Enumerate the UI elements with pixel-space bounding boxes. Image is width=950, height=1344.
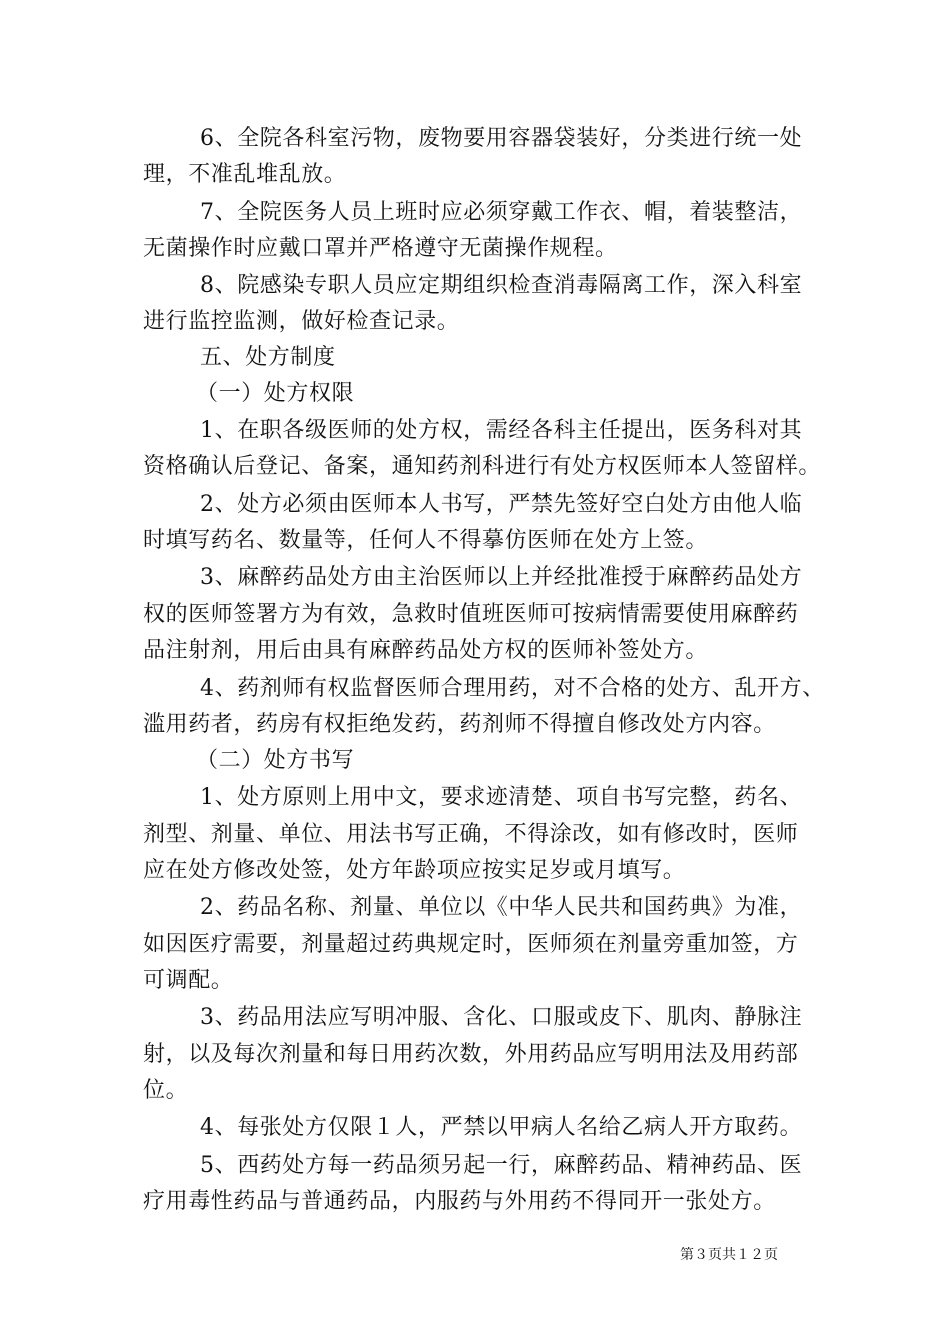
paragraph-line: 时填写药名、数量等，任何人不得摹仿医师在处方上签。 — [143, 528, 709, 553]
paragraph-line: 2、处方必须由医师本人书写，严禁先签好空白处方由他人临 — [200, 492, 803, 517]
paragraph-line: 3、麻醉药品处方由主治医师以上并经批准授于麻醉药品处方 — [200, 565, 803, 590]
paragraph-line: 位。 — [143, 1078, 189, 1103]
paragraph-line: 滥用药者，药房有权拒绝发药，药剂师不得擅自修改处方内容。 — [143, 712, 776, 737]
paragraph-line: 5、西药处方每一药品须另起一行，麻醉药品、精神药品、医 — [200, 1153, 803, 1178]
page-number: 第３页共１２页 — [680, 1247, 778, 1263]
paragraph-line: 1、处方原则上用中文，要求迹清楚、项自书写完整，药名、 — [200, 785, 803, 810]
paragraph-line: 应在处方修改处签，处方年龄项应按实足岁或月填写。 — [143, 858, 686, 883]
subsection-heading: （二）处方书写 — [196, 748, 355, 773]
paragraph-line: 8、院感染专职人员应定期组织检查消毒隔离工作，深入科室 — [200, 273, 803, 298]
paragraph-line: 3、药品用法应写明冲服、含化、口服或皮下、肌肉、静脉注 — [200, 1005, 803, 1030]
paragraph-line: 1、在职各级医师的处方权，需经各科主任提出，医务科对其 — [200, 418, 803, 443]
paragraph-line: 无菌操作时应戴口罩并严格遵守无菌操作规程。 — [143, 236, 618, 261]
paragraph-line: 权的医师签署方为有效，急救时值班医师可按病情需要使用麻醉药 — [143, 602, 799, 627]
paragraph-line: 疗用毒性药品与普通药品，内服药与外用药不得同开一张处方。 — [143, 1189, 776, 1214]
paragraph-line: 品注射剂，用后由具有麻醉药品处方权的医师补签处方。 — [143, 638, 709, 663]
paragraph-line: 剂型、剂量、单位、用法书写正确，不得涂改，如有修改时，医师 — [143, 822, 799, 847]
section-heading: 五、处方制度 — [200, 345, 336, 370]
paragraph-line: 射，以及每次剂量和每日用药次数，外用药品应写明用法及用药部 — [143, 1042, 799, 1067]
subsection-heading: （一）处方权限 — [196, 381, 355, 406]
paragraph-line: 可调配。 — [143, 968, 234, 993]
paragraph-line: 7、全院医务人员上班时应必须穿戴工作衣、帽，着装整洁， — [200, 200, 803, 225]
paragraph-line: 理，不准乱堆乱放。 — [143, 162, 347, 187]
paragraph-line: 6、全院各科室污物，废物要用容器袋装好，分类进行统一处 — [200, 126, 803, 151]
paragraph-line: 4、药剂师有权监督医师合理用药，对不合格的处方、乱开方、 — [200, 676, 825, 701]
paragraph-line: 资格确认后登记、备案，通知药剂科进行有处方权医师本人签留样。 — [143, 454, 822, 479]
paragraph-line: 4、每张处方仅限１人，严禁以甲病人名给乙病人开方取药。 — [200, 1115, 803, 1140]
paragraph-line: 如因医疗需要，剂量超过药典规定时，医师须在剂量旁重加签，方 — [143, 932, 799, 957]
paragraph-line: 进行监控监测，做好检查记录。 — [143, 309, 460, 334]
paragraph-line: 2、药品名称、剂量、单位以《中华人民共和国药典》为准， — [200, 895, 803, 920]
